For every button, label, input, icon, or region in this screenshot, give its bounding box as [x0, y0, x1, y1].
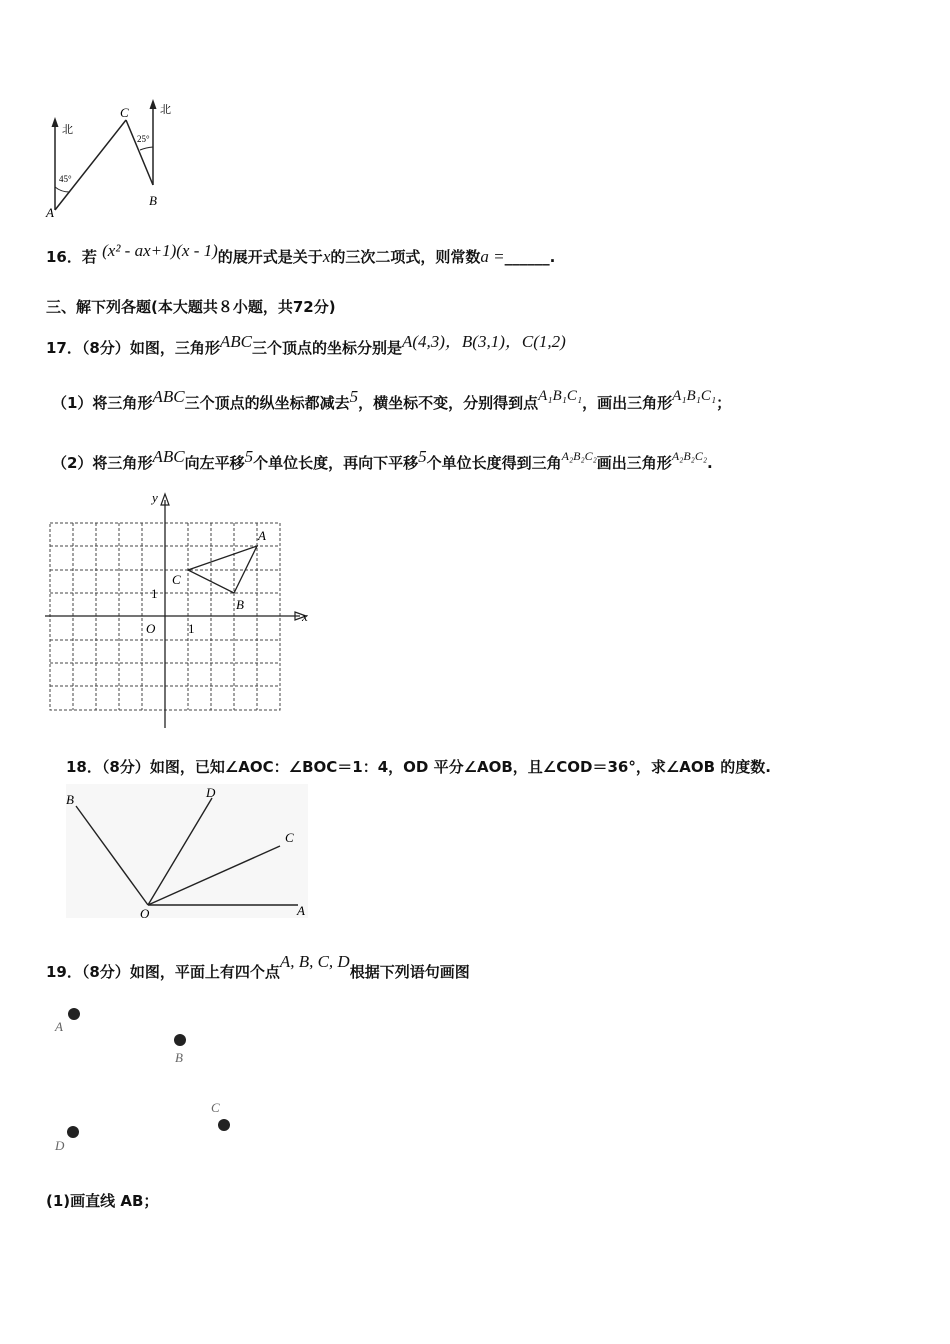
north-arrowhead-right — [150, 99, 157, 109]
origin-label: O — [146, 621, 156, 636]
point-label-d: D — [55, 1138, 65, 1153]
point-label-b: B — [175, 1050, 183, 1065]
angle-label-right: 25° — [137, 134, 150, 144]
answer-blank: ______ — [504, 248, 550, 266]
x-axis-label: x — [302, 609, 308, 624]
question-number: 17． — [46, 339, 82, 357]
question-number: 16． — [46, 248, 82, 266]
coordinate-grid — [40, 488, 330, 733]
north-arrowhead-left — [52, 117, 59, 127]
y-axis-label: y — [152, 490, 158, 505]
angle-arc-left — [55, 187, 70, 192]
point-label-c: C — [172, 572, 181, 587]
figure-background — [66, 784, 308, 918]
coordinates: A(4,3)，B(3,1)，C(1,2) — [401, 332, 566, 351]
point-label-b: B — [236, 597, 244, 612]
question-19-part-1: (1)画直线 AB； — [46, 1192, 159, 1210]
segment-cb — [126, 120, 153, 185]
question-18: 18．（8分）如图，已知∠AOC：∠BOC＝1：4，OD 平分∠AOB，且∠COD＝36°，求∠AOB 的度数. — [66, 758, 772, 776]
point-label-a: A — [46, 205, 54, 220]
question-number: 19． — [46, 963, 82, 981]
north-label-right: 北 — [160, 104, 171, 116]
north-label-left: 北 — [62, 124, 73, 136]
x-unit-label: 1 — [188, 621, 195, 636]
point-label-a: A — [258, 528, 266, 543]
point-label-c: C — [285, 830, 294, 845]
math-expression: (x² - ax+1)(x - 1) — [102, 241, 218, 260]
point-c — [218, 1119, 230, 1131]
point-label-a: A — [297, 903, 305, 918]
point-label-c: C — [211, 1100, 220, 1115]
y-unit-label: 1 — [151, 586, 158, 601]
point-label-b: B — [149, 193, 157, 208]
point-b — [174, 1034, 186, 1046]
angle-label-left: 45° — [59, 174, 72, 184]
point-label-o: O — [140, 906, 150, 920]
section-title: 三、解下列各题(本大题共８小题，共72分) — [46, 298, 336, 316]
point-a — [68, 1008, 80, 1020]
question-17-part-1: （1）将三角形ABC三个顶点的纵坐标都减去5，横坐标不变，分别得到点A₁B₁C₁，画出三角形A₁B₁C₁； — [52, 387, 732, 412]
question-19: 19．（8分）如图，平面上有四个点A, B, C, D根据下列语句画图 — [46, 952, 470, 981]
point-label-c: C — [120, 105, 129, 120]
question-16: 16．若 (x² - ax+1)(x - 1)的展开式是关于x的三次二项式，则常数a =______. — [46, 241, 556, 266]
point-d — [67, 1126, 79, 1138]
point-label-d: D — [206, 785, 216, 800]
score: （8分） — [81, 339, 130, 357]
angle-figure — [62, 784, 312, 920]
point-label-b: B — [66, 792, 74, 807]
score: （8分） — [81, 963, 130, 981]
question-number: 18． — [66, 758, 102, 776]
bearing-figure — [40, 95, 190, 220]
point-label-a: A — [55, 1019, 63, 1034]
four-points-figure — [45, 998, 255, 1158]
question-17-part-2: （2）将三角形ABC向左平移5个单位长度，再向下平移5个单位长度得到三角$^{A_2B_2C_2}$画出三角形$^{A_2B_2C_2}$. — [52, 447, 713, 472]
question-17: 17．（8分）如图，三角形ABC三个顶点的坐标分别是A(4,3)，B(3,1)，C(1,2) — [46, 332, 566, 357]
score: （8分） — [101, 758, 150, 776]
angle-arc-right — [140, 147, 153, 150]
